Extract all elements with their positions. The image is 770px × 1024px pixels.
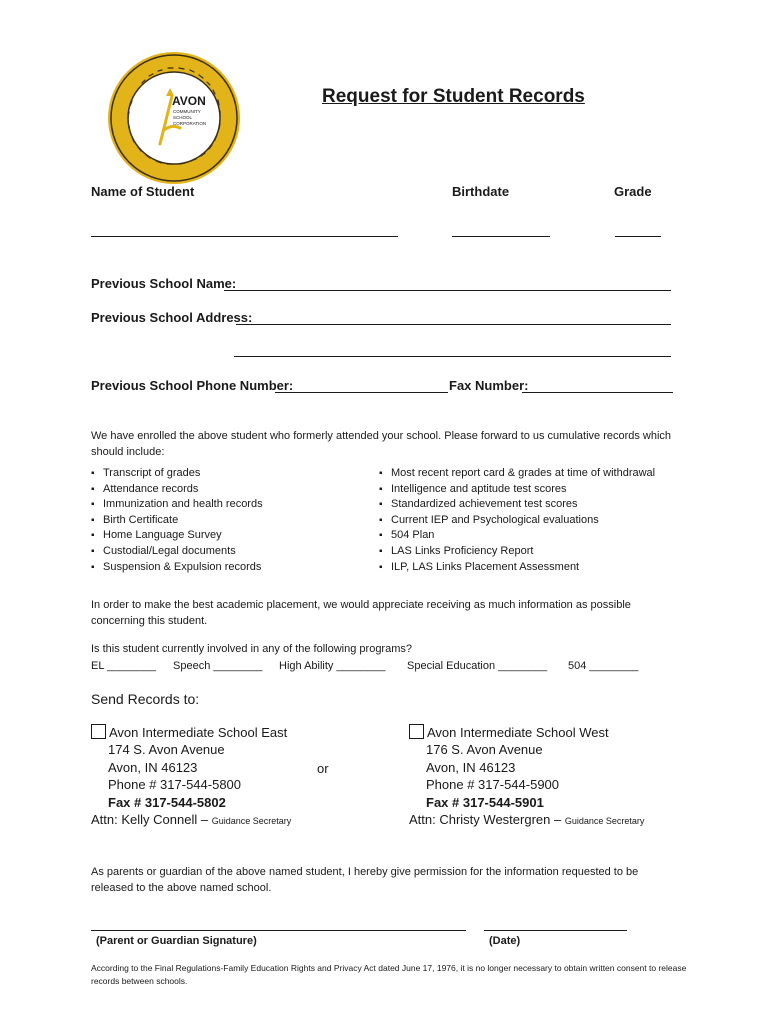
school-east-name: Avon Intermediate School East xyxy=(109,725,288,740)
school-address-field-line-2[interactable] xyxy=(234,356,671,357)
school-address-label: Previous School Address: xyxy=(91,310,253,325)
school-east-city: Avon, IN 46123 xyxy=(108,759,198,775)
list-item: ▪ Suspension & Expulsion records xyxy=(91,560,263,576)
grade-label: Grade xyxy=(614,184,652,199)
list-item: ▪ ILP, LAS Links Placement Assessment xyxy=(379,560,655,576)
school-phone-field[interactable] xyxy=(275,392,448,393)
school-east-fax: Fax # 317-544-5802 xyxy=(108,794,226,810)
date-field[interactable] xyxy=(484,930,627,931)
school-name-field[interactable] xyxy=(224,290,671,291)
program-el[interactable]: EL ________ xyxy=(91,660,157,672)
school-west-block xyxy=(409,724,644,830)
form-title: Request for Student Records xyxy=(322,86,585,107)
school-east-block xyxy=(91,724,291,830)
seal-name: AVON xyxy=(172,94,206,108)
school-address-field[interactable] xyxy=(236,324,671,325)
school-east-checkbox[interactable] xyxy=(91,724,106,739)
date-label: (Date) xyxy=(489,935,521,947)
program-504[interactable]: 504 ________ xyxy=(568,660,639,672)
school-east-attn-role: Guidance Secretary xyxy=(211,816,292,827)
list-item: ▪ Custodial/Legal documents xyxy=(91,544,263,560)
list-item: ▪ Birth Certificate xyxy=(91,513,263,529)
signature-label: (Parent or Guardian Signature) xyxy=(96,935,257,947)
list-item: ▪ Transcript of grades xyxy=(91,466,263,482)
list-item: ▪ Intelligence and aptitude test scores xyxy=(379,482,655,498)
school-west-checkbox[interactable] xyxy=(409,724,424,739)
placement-paragraph: In order to make the best academic placement, we would appreciate receiving as much information as possible concerning this student. xyxy=(91,599,631,627)
list-item: ▪ Attendance records xyxy=(91,482,263,498)
school-phone-label: Previous School Phone Number: xyxy=(91,378,294,393)
school-west-phone: Phone # 317-544-5900 xyxy=(426,777,560,793)
programs-question: Is this student currently involved in any of the following programs? xyxy=(91,643,412,655)
school-west-name: Avon Intermediate School West xyxy=(427,725,609,740)
list-item: ▪ Standardized achievement test scores xyxy=(379,497,655,513)
program-high-ability[interactable]: High Ability ________ xyxy=(279,660,386,672)
ferpa-footnote: According to the Final Regulations-Family Education Rights and Privacy Act dated June 17, 1976, it is no longer necessary to obtain written consent to release records between schools. xyxy=(91,963,687,986)
signature-field[interactable] xyxy=(91,930,466,931)
or-label: or xyxy=(317,761,329,776)
send-records-label: Send Records to: xyxy=(91,691,200,707)
fax-number-label: Fax Number: xyxy=(449,378,529,393)
school-west-attn-role: Guidance Secretary xyxy=(564,816,645,827)
school-west-attn: Attn: Christy Westergren – xyxy=(409,812,562,828)
program-speech[interactable]: Speech ________ xyxy=(173,660,263,672)
list-item: ▪ Home Language Survey xyxy=(91,528,263,544)
list-item: ▪ 504 Plan xyxy=(379,528,655,544)
permission-paragraph: As parents or guardian of the above named student, I hereby give permission for the information requested to be released to the above named school. xyxy=(91,866,639,894)
seal-line-2: COMMUNITY xyxy=(173,109,201,114)
list-item: ▪ LAS Links Proficiency Report xyxy=(379,544,655,560)
list-item: ▪ Immunization and health records xyxy=(91,497,263,513)
school-west-city: Avon, IN 46123 xyxy=(426,759,516,775)
birthdate-field[interactable] xyxy=(452,236,550,237)
seal-line-4: CORPORATION xyxy=(173,121,207,126)
school-east-street: 174 S. Avon Avenue xyxy=(108,742,225,758)
school-seal-logo xyxy=(106,50,242,186)
school-west-fax: Fax # 317-544-5901 xyxy=(426,794,544,810)
school-west-street: 176 S. Avon Avenue xyxy=(426,742,543,758)
list-item: ▪ Current IEP and Psychological evaluations xyxy=(379,513,655,529)
list-item: ▪ Most recent report card & grades at time of withdrawal xyxy=(379,466,655,482)
birthdate-label: Birthdate xyxy=(452,184,510,199)
school-east-attn: Attn: Kelly Connell – xyxy=(91,812,209,828)
intro-paragraph: We have enrolled the above student who formerly attended your school. Please forward to us cumulative records which should include: xyxy=(91,430,672,458)
fax-number-field[interactable] xyxy=(522,392,673,393)
program-special-education[interactable]: Special Education ________ xyxy=(407,660,548,672)
records-list-right xyxy=(379,466,655,575)
seal-line-3: SCHOOL xyxy=(173,115,193,120)
school-east-phone: Phone # 317-544-5800 xyxy=(108,777,242,793)
student-name-label: Name of Student xyxy=(91,184,195,199)
student-name-field[interactable] xyxy=(91,236,398,237)
school-name-label: Previous School Name: xyxy=(91,276,237,291)
grade-field[interactable] xyxy=(615,236,661,237)
records-list-left xyxy=(91,466,263,575)
